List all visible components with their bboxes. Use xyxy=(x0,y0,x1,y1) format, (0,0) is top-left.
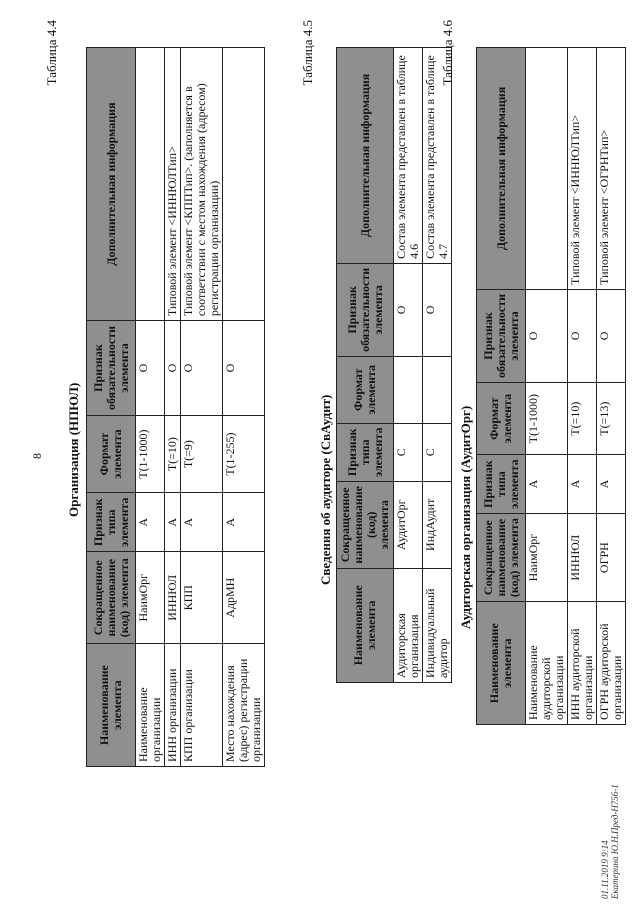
cell-type: А xyxy=(223,493,265,552)
cell-required: О xyxy=(597,289,626,382)
header-name: Наименование элемента xyxy=(337,568,394,682)
cell-format: T(1-1000) xyxy=(136,415,165,492)
table-label: Таблица 4.4 xyxy=(44,20,59,86)
cell-format: T(1-1000) xyxy=(526,382,568,454)
cell-abbr: ИННЮЛ xyxy=(165,552,181,644)
cell-format: T(1-255) xyxy=(223,415,265,492)
cell-name: ИНН организации xyxy=(165,644,181,767)
cell-required: О xyxy=(423,263,452,356)
cell-name: Аудиторская организация xyxy=(394,568,423,682)
table-caption: Сведения об аудиторе (СвАудит) xyxy=(318,394,333,585)
cell-abbr: НаимОрг xyxy=(526,513,568,602)
cell-info: Типовой элемент <КППТип>. (заполняется в соответствии с местом нахождения (адресом) регистрации организации) xyxy=(181,48,223,321)
table-caption: Аудиторская организация (АудитОрг) xyxy=(458,405,473,629)
table-row xyxy=(223,48,265,767)
cell-format: T(=13) xyxy=(597,382,626,454)
table-header-row xyxy=(87,48,136,767)
cell-type: А xyxy=(165,493,181,552)
header-name: Наименование элемента xyxy=(87,644,136,767)
header-type: Признак типа элемента xyxy=(337,423,394,481)
cell-required: О xyxy=(165,321,181,416)
header-required: Признак обязательности элемента xyxy=(87,321,136,416)
cell-abbr: АудитОрг xyxy=(394,482,423,569)
cell-abbr: НаимОрг xyxy=(136,552,165,644)
table-row xyxy=(181,48,223,767)
cell-type: С xyxy=(423,423,452,481)
table-header-row xyxy=(477,48,526,725)
table-header-row xyxy=(337,48,394,683)
cell-name: Наименование аудиторской организации xyxy=(526,602,568,725)
page-number: 8 xyxy=(30,453,44,459)
header-format: Формат элемента xyxy=(477,382,526,454)
table-row xyxy=(568,48,597,725)
header-abbr: Сокращенное наименование (код) элемента xyxy=(337,482,394,569)
cell-format: T(=10) xyxy=(568,382,597,454)
header-required: Признак обязательности элемента xyxy=(477,289,526,382)
cell-info: Типовой элемент <ИННЮЛТип> xyxy=(165,48,181,321)
header-format: Формат элемента xyxy=(87,415,136,492)
table-row xyxy=(136,48,165,767)
cell-required: О xyxy=(136,321,165,416)
cell-abbr: ИННЮЛ xyxy=(568,513,597,602)
cell-info: Типовой элемент <ОГРНТип> xyxy=(597,48,626,290)
cell-type: С xyxy=(394,423,423,481)
cell-format xyxy=(394,356,423,423)
cell-name: Индивидуальный аудитор xyxy=(423,568,452,682)
cell-type: А xyxy=(568,455,597,513)
cell-abbr: АдрМН xyxy=(223,552,265,644)
table-audit-organization xyxy=(476,47,626,725)
cell-format xyxy=(423,356,452,423)
cell-name: ОГРН аудиторской организации xyxy=(597,602,626,725)
header-type: Признак типа элемента xyxy=(87,493,136,552)
cell-abbr: ОГРН xyxy=(597,513,626,602)
cell-info: Состав элемента представлен в таблице 4.7 xyxy=(423,48,452,264)
cell-name: ИНН аудиторской организации xyxy=(568,602,597,725)
cell-format: T(=9) xyxy=(181,415,223,492)
cell-info: Состав элемента представлен в таблице 4.6 xyxy=(394,48,423,264)
table-label: Таблица 4.6 xyxy=(440,20,455,86)
cell-required: О xyxy=(526,289,568,382)
header-required: Признак обязательности элемента xyxy=(337,263,394,356)
header-info: Дополнительная информация xyxy=(87,48,136,321)
table-row xyxy=(423,48,452,683)
cell-abbr: КПП xyxy=(181,552,223,644)
cell-info: Типовой элемент <ИННЮЛТип> xyxy=(568,48,597,290)
cell-required: О xyxy=(394,263,423,356)
cell-abbr: ИндАудит xyxy=(423,482,452,569)
table-row xyxy=(526,48,568,725)
cell-type: А xyxy=(597,455,626,513)
cell-info xyxy=(136,48,165,321)
table-auditor-info xyxy=(336,47,452,683)
table-body xyxy=(136,48,265,767)
cell-info xyxy=(223,48,265,321)
signature-stamp xyxy=(600,784,620,899)
cell-name: Место нахождения (адрес) регистрации организации xyxy=(223,644,265,767)
cell-type: А xyxy=(136,493,165,552)
table-body xyxy=(526,48,626,725)
cell-required: О xyxy=(223,321,265,416)
header-abbr: Сокращенное наименование (код) элемента xyxy=(477,513,526,602)
header-name: Наименование элемента xyxy=(477,602,526,725)
table-row xyxy=(165,48,181,767)
cell-name: Наименование организации xyxy=(136,644,165,767)
header-abbr: Сокращенное наименование (код) элемента xyxy=(87,552,136,644)
header-type: Признак типа элемента xyxy=(477,455,526,513)
cell-format: T(=10) xyxy=(165,415,181,492)
header-format: Формат элемента xyxy=(337,356,394,423)
header-info: Дополнительная информация xyxy=(337,48,394,264)
cell-type: А xyxy=(526,455,568,513)
header-info: Дополнительная информация xyxy=(477,48,526,290)
cell-required: О xyxy=(568,289,597,382)
table-caption: Организация (НПЮЛ) xyxy=(66,382,81,517)
signature-line-2: Екатерина Ю.Н.Пред-Н756-1 xyxy=(610,784,620,899)
cell-info xyxy=(526,48,568,290)
table-row xyxy=(597,48,626,725)
table-body xyxy=(394,48,452,683)
signature-line-1: 01.11.2019 9:14 xyxy=(600,840,610,899)
table-label: Таблица 4.5 xyxy=(300,20,315,86)
cell-required: О xyxy=(181,321,223,416)
cell-type: А xyxy=(181,493,223,552)
cell-name: КПП организации xyxy=(181,644,223,767)
table-organization xyxy=(86,47,265,767)
table-row xyxy=(394,48,423,683)
